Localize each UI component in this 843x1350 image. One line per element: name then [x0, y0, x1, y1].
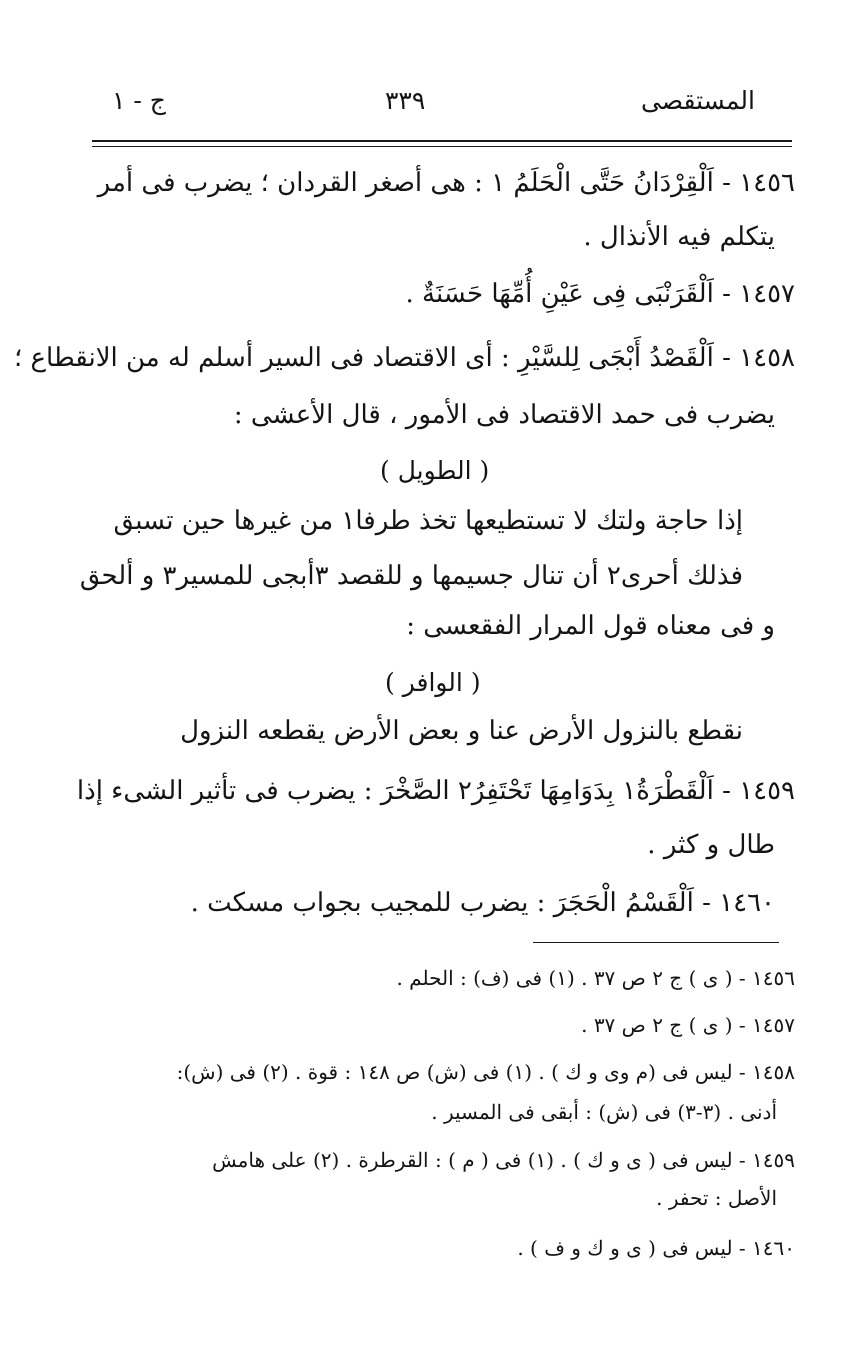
header-volume: ج - ١ — [112, 86, 166, 115]
entry-1456-line-1: ١٤٥٦ - اَلْقِرْدَانُ حَتَّى الْحَلَمُ ١ : هى أصغر القردان ؛ يضرب فى أمر — [97, 168, 795, 198]
entry-1458-line-1: ١٤٥٨ - اَلْقَصْدُ أَبْجَى لِلسَّيْرِ : أى الاقتصاد فى السير أسلم له من الانقطاع ؛ — [14, 343, 795, 373]
verse-line-2: فذلك أحرى٢ أن تنال جسيمها و للقصد ٣أبجى للمسير٣ و ألحق — [79, 561, 743, 591]
footnote-1459-line-2: الأصل : تحفر . — [656, 1186, 777, 1210]
footnote-1460: ١٤٦٠ - ليس فى ( ى و ك و ف ) . — [517, 1236, 795, 1260]
footnote-1458-line-2: أدنى . (٣-٣) فى (ش) : أبقى فى المسير . — [431, 1100, 777, 1124]
meter-label-tawil: ( الطويل ) — [380, 456, 490, 485]
entry-1460: ١٤٦٠ - اَلْقَسْمُ الْحَجَرَ : يضرب للمجيب بجواب مسكت . — [190, 888, 775, 918]
header-rule-thick — [92, 140, 792, 142]
footnote-1456: ١٤٥٦ - ( ى ) ج ٢ ص ٣٧ . (١) فى (ف) : الحلم . — [396, 966, 795, 990]
entry-1459-line-1: ١٤٥٩ - اَلْقَطْرَةُ١ بِدَوَامِهَا تَحْتَفِرُ٢ الصَّخْرَ : يضرب فى تأثير الشىء إذا — [76, 776, 795, 806]
entry-1459-line-2: طال و كثر . — [647, 830, 775, 860]
header-rule-thin — [92, 146, 792, 147]
meter-label-wafir: ( الوافر ) — [385, 668, 481, 697]
entry-1456-line-2: يتكلم فيه الأنذال . — [583, 222, 775, 252]
header-book-title: المستقصى — [640, 86, 755, 115]
entry-1458-line-3: و فى معناه قول المرار الفقعسى : — [406, 611, 775, 641]
footnote-1457: ١٤٥٧ - ( ى ) ج ٢ ص ٣٧ . — [581, 1013, 795, 1037]
entry-1458-line-2: يضرب فى حمد الاقتصاد فى الأمور ، قال الأعشى : — [233, 400, 775, 430]
footnote-separator — [533, 942, 779, 943]
entry-1457: ١٤٥٧ - اَلْقَرَنْبَى فِى عَيْنِ أُمِّهَا حَسَنَةٌ . — [405, 279, 795, 309]
verse-line-1: إذا حاجة ولتك لا تستطيعها تخذ طرفا١ من غيرها حين تسبق — [113, 506, 743, 536]
footnote-1459-line-1: ١٤٥٩ - ليس فى ( ى و ك ) . (١) فى ( م ) : القرطرة . (٢) على هامش — [212, 1148, 795, 1172]
footnote-1458-line-1: ١٤٥٨ - ليس فى (م وى و ك ) . (١) فى (ش) ص ١٤٨ : قوة . (٢) فى (ش): — [176, 1060, 795, 1084]
header-page-number: ٣٣٩ — [385, 86, 426, 115]
verse-line-3: نقطع بالنزول الأرض عنا و بعض الأرض يقطعه النزول — [180, 716, 743, 746]
